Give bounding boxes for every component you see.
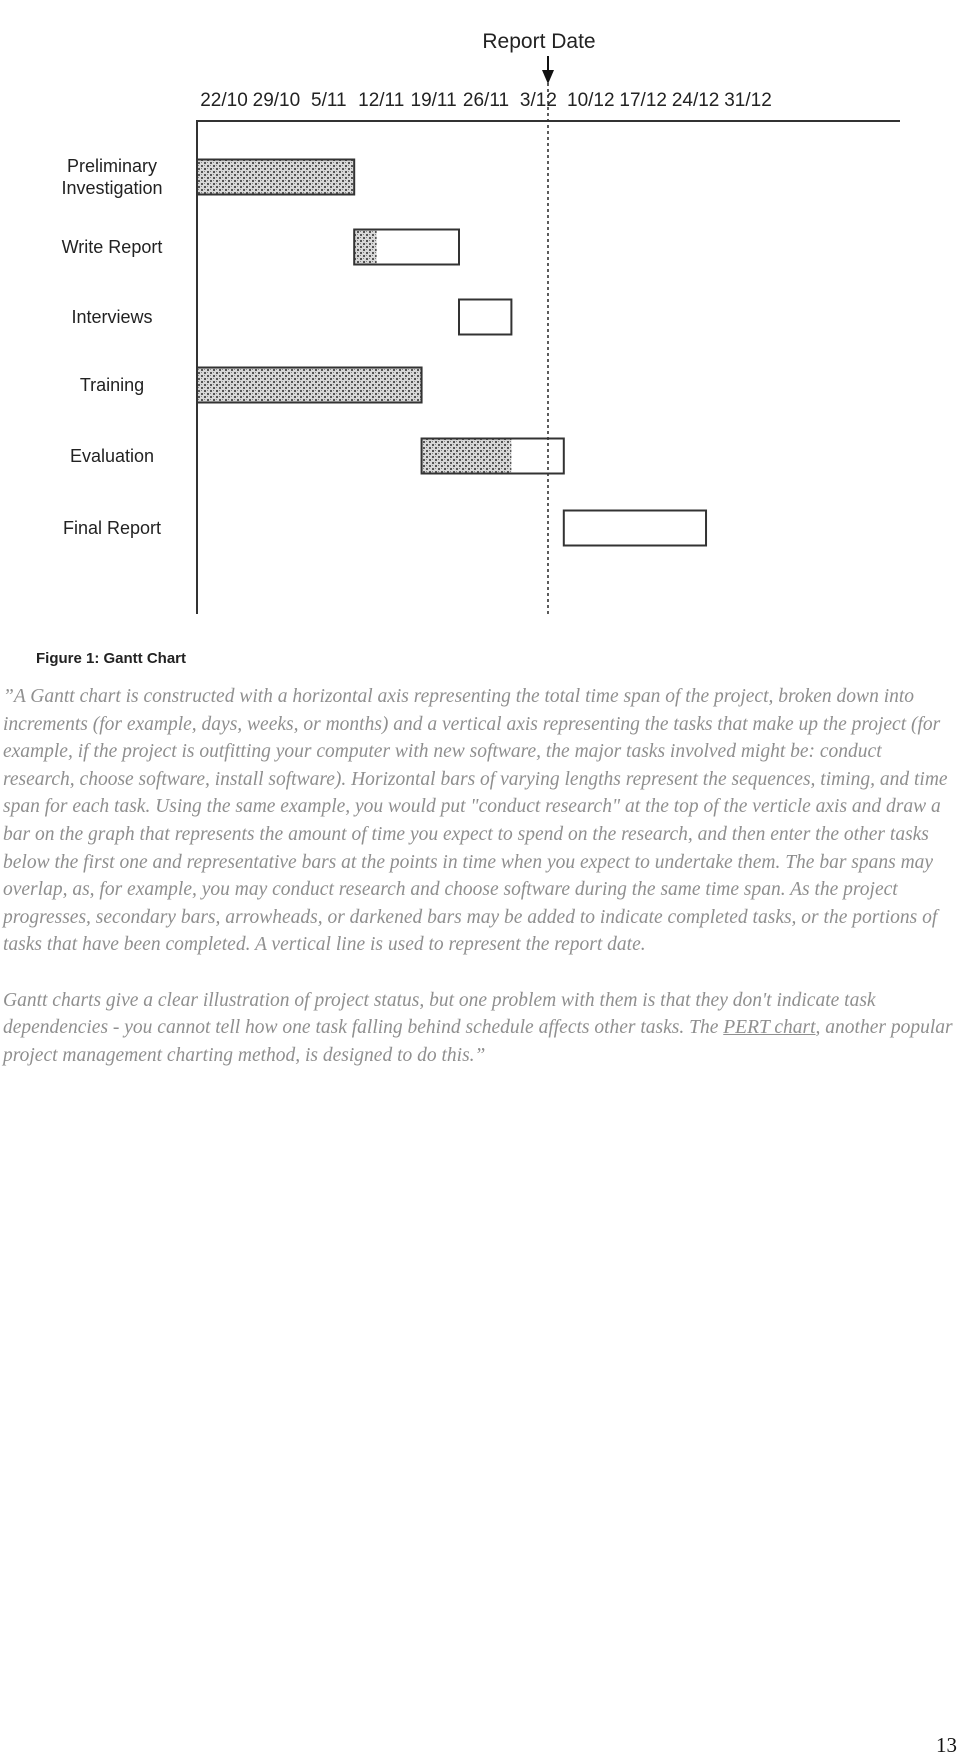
- x-tick-label: 12/11: [358, 90, 405, 111]
- paragraph-gantt-limitations: [3, 987, 957, 1070]
- task-label: Investigation: [61, 178, 163, 198]
- gantt-chart: [0, 0, 960, 680]
- paragraph-text-after-link: , another popular project management charting method, is designed to do this.”: [3, 1017, 953, 1066]
- x-tick-label: 5/11: [311, 90, 347, 111]
- x-tick-label: 29/10: [252, 90, 301, 111]
- task-bar-completed: [422, 439, 512, 474]
- task-bar-completed: [197, 368, 422, 403]
- report-date-label: Report Date: [482, 30, 596, 53]
- x-tick-label: 10/12: [567, 90, 615, 111]
- report-date-arrowhead: [542, 70, 554, 84]
- x-tick-label: 22/10: [200, 90, 248, 111]
- task-bar: [459, 300, 511, 335]
- x-tick-label: 24/12: [671, 90, 720, 111]
- x-tick-label: 17/12: [619, 90, 667, 111]
- task-label: Evaluation: [69, 446, 155, 466]
- task-label: Preliminary: [66, 156, 158, 176]
- task-bar-completed: [197, 160, 354, 195]
- paragraph-gantt-definition: ”A Gantt chart is constructed with a horizontal axis representing the total time span of the project, broken down into increments (for example, days, weeks, or months) and a vertical axis representing the tasks that make up the project (for example, if the project is outfitting your computer with new software, the major tasks involved might be: conduct research, choose software, install software). Horizontal bars of varying lengths represent the sequences, timing, and time span for each task. Using the same example, you would put "conduct research" at the top of the verticle axis and draw a bar on the graph that represents the amount of time you expect to spend on the research, and then enter the other tasks below the first one and representative bars at the points in time when you expect to undertake them. The bar spans may overlap, as, for example, you may conduct research and choose software during the same time span. As the project progresses, secondary bars, arrowheads, or darkened bars may be added to indicate completed tasks, or the portions of tasks that have been completed. A vertical line is used to represent the report date.: [3, 686, 948, 956]
- task-label: Interviews: [71, 307, 153, 327]
- task-bar-completed: [354, 230, 376, 265]
- task-label: Training: [79, 375, 145, 395]
- figure-caption: Figure 1: Gantt Chart: [36, 650, 187, 667]
- x-tick-label: 31/12: [724, 90, 772, 111]
- task-bar: [564, 511, 706, 546]
- x-tick-label: 26/11: [462, 90, 510, 111]
- x-tick-label: 19/11: [410, 90, 457, 111]
- x-tick-label: 3/12: [519, 90, 557, 111]
- page-number: 13: [936, 1733, 957, 1757]
- task-label: Write Report: [61, 237, 163, 257]
- gantt-figure: [0, 0, 960, 680]
- pert-chart-link[interactable]: PERT chart: [723, 1017, 816, 1039]
- task-label: Final Report: [62, 518, 162, 538]
- paragraph-text-before-link: Gantt charts give a clear illustration of project status, but one problem with them is that they don't indicate task dependencies - you cannot tell how one task falling behind schedule affects other tasks. The: [3, 989, 876, 1039]
- quoted-passage: [3, 683, 957, 1069]
